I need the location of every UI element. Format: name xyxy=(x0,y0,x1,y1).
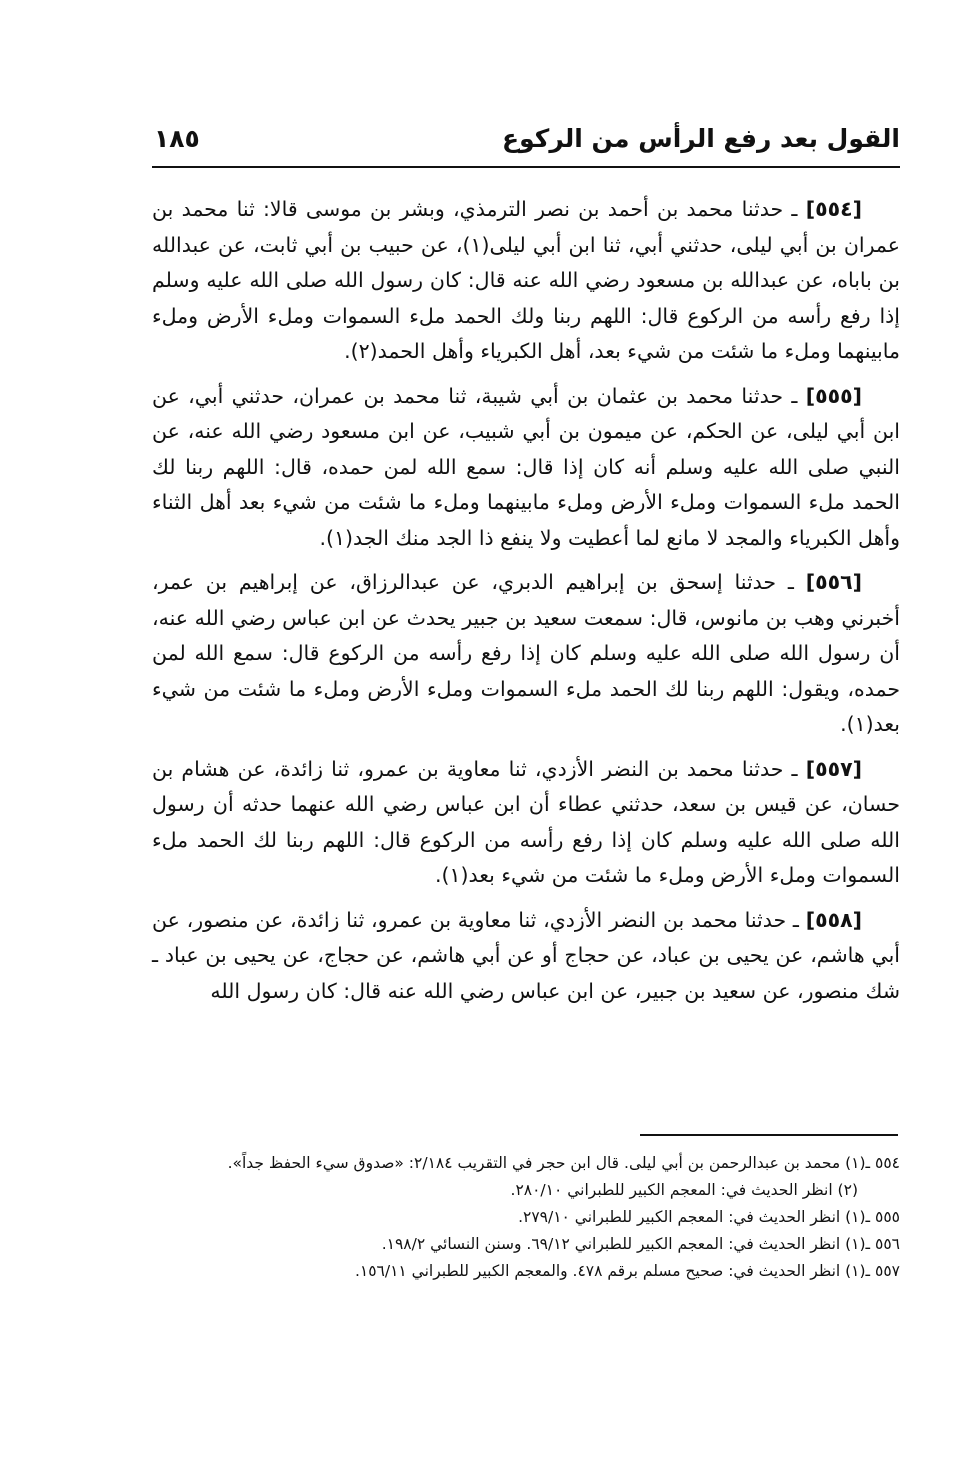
footnote: ٥٥٤ ـ(١) محمد بن عبدالرحمن بن أبي ليلى. قال ابن حجر في التقريب ٢/١٨٤: «صدوق سيء الحفظ جداً». xyxy=(227,1154,900,1172)
hadith-text: ـ حدثنا محمد بن النضر الأزدي، ثنا معاوية بن عمرو، ثنا زائدة، عن منصور، عن أبي هاشم، عن يحيى بن عباد، عن حجاج أو عن أبي هاشم، عن حجاج، عن يحيى بن عباد ـ شك منصور، عن سعيد بن جبير، عن ابن عباس رضي الله عنه قال: كان رسول الله xyxy=(152,907,900,1003)
hadith-text: ـ حدثنا محمد بن النضر الأزدي، ثنا معاوية بن عمرو، ثنا زائدة، عن هشام بن حسان، عن قيس بن سعد، حدثني عطاء أن ابن عباس رضي الله عنهما حدثه أن رسول الله صلى الله عليه وسلم كان إذا رفع رأسه من الركوع قال: اللهم ربنا لك الحمد ملء السموات وملء الأرض وملء ما شئت من شيء بعد(١). xyxy=(152,756,900,887)
running-header xyxy=(152,118,900,168)
hadith-number: [٥٥٥] xyxy=(805,383,862,408)
footnote-divider xyxy=(640,1134,898,1136)
chapter-title: القول بعد رفع الرأس من الركوع xyxy=(502,124,900,153)
hadith-text: ـ حدثنا محمد بن عثمان بن أبي شيبة، ثنا محمد بن عمران، حدثني أبي، عن ابن أبي ليلى، عن الحكم، عن ميمون بن أبي شبيب، عن ابن مسعود رضي الله عنه، عن النبي صلى الله عليه وسلم أنه كان إذا قال: سمع الله لمن حمده، قال: اللهم ربنا لك الحمد ملء السموات وملء الأرض وملء مابينهما وملء ما شئت من شيء بعد أهل الثناء وأهل الكبرياء والمجد لا مانع لما أعطيت ولا ينفع ذا الجد منك الجد(١). xyxy=(152,383,900,550)
page-number: ١٨٥ xyxy=(154,124,200,153)
hadith-paragraph xyxy=(152,903,900,1010)
footnote: ٥٥٦ ـ(١) انظر الحديث في: المعجم الكبير للطبراني ٦٩/١٢. وسنن النسائي ١٩٨/٢. xyxy=(381,1235,900,1253)
main-text xyxy=(152,192,900,1018)
hadith-text: ـ حدثنا إسحق بن إبراهيم الدبري، عن عبدالرزاق، عن إبراهيم بن عمر، أخبرني وهب بن مانوس، قال: سمعت سعيد بن جبير يحدث عن ابن عباس رضي الله عنه، أن رسول الله صلى الله عليه وسلم كان إذا رفع رأسه من الركوع قال: سمع الله لمن حمده، ويقول: اللهم ربنا لك الحمد ملء السموات وملء الأرض وملء ما شئت من شيء بعد(١). xyxy=(152,570,900,736)
hadith-paragraph xyxy=(152,192,900,370)
footnote: ٥٥٧ ـ(١) انظر الحديث في: صحيح مسلم برقم ٤٧٨. والمعجم الكبير للطبراني ١٥٦/١١. xyxy=(354,1262,900,1280)
hadith-number: [٥٥٦] xyxy=(805,570,862,594)
hadith-number: [٥٥٤] xyxy=(805,197,862,221)
hadith-number: [٥٥٧] xyxy=(805,756,862,781)
footnote: (٢) انظر الحديث في: المعجم الكبير للطبراني ٢٨٠/١٠. xyxy=(510,1181,858,1199)
footnotes xyxy=(152,1150,900,1285)
hadith-paragraph xyxy=(152,752,900,894)
hadith-paragraph xyxy=(152,379,900,557)
hadith-text: ـ حدثنا محمد بن أحمد بن نصر الترمذي، وبشر بن موسى قالا: ثنا محمد بن عمران بن أبي ليلى، حدثني أبي، ثنا ابن أبي ليلى(١)، عن حبيب بن أبي ثابت، عن عبدالله بن باباه، عن عبدالله بن مسعود رضي الله عنه قال: كان رسول الله صلى الله عليه وسلم إذا رفع رأسه من الركوع قال: اللهم ربنا ولك الحمد ملء السموات وملء الأرض وملء مابينهما وملء ما شئت من شيء بعد، أهل الكبرياء وأهل الحمد(٢). xyxy=(152,197,900,363)
footnote: ٥٥٥ ـ(١) انظر الحديث في: المعجم الكبير للطبراني ٢٧٩/١٠. xyxy=(518,1208,900,1226)
hadith-paragraph xyxy=(152,565,900,743)
hadith-number: [٥٥٨] xyxy=(805,907,862,932)
